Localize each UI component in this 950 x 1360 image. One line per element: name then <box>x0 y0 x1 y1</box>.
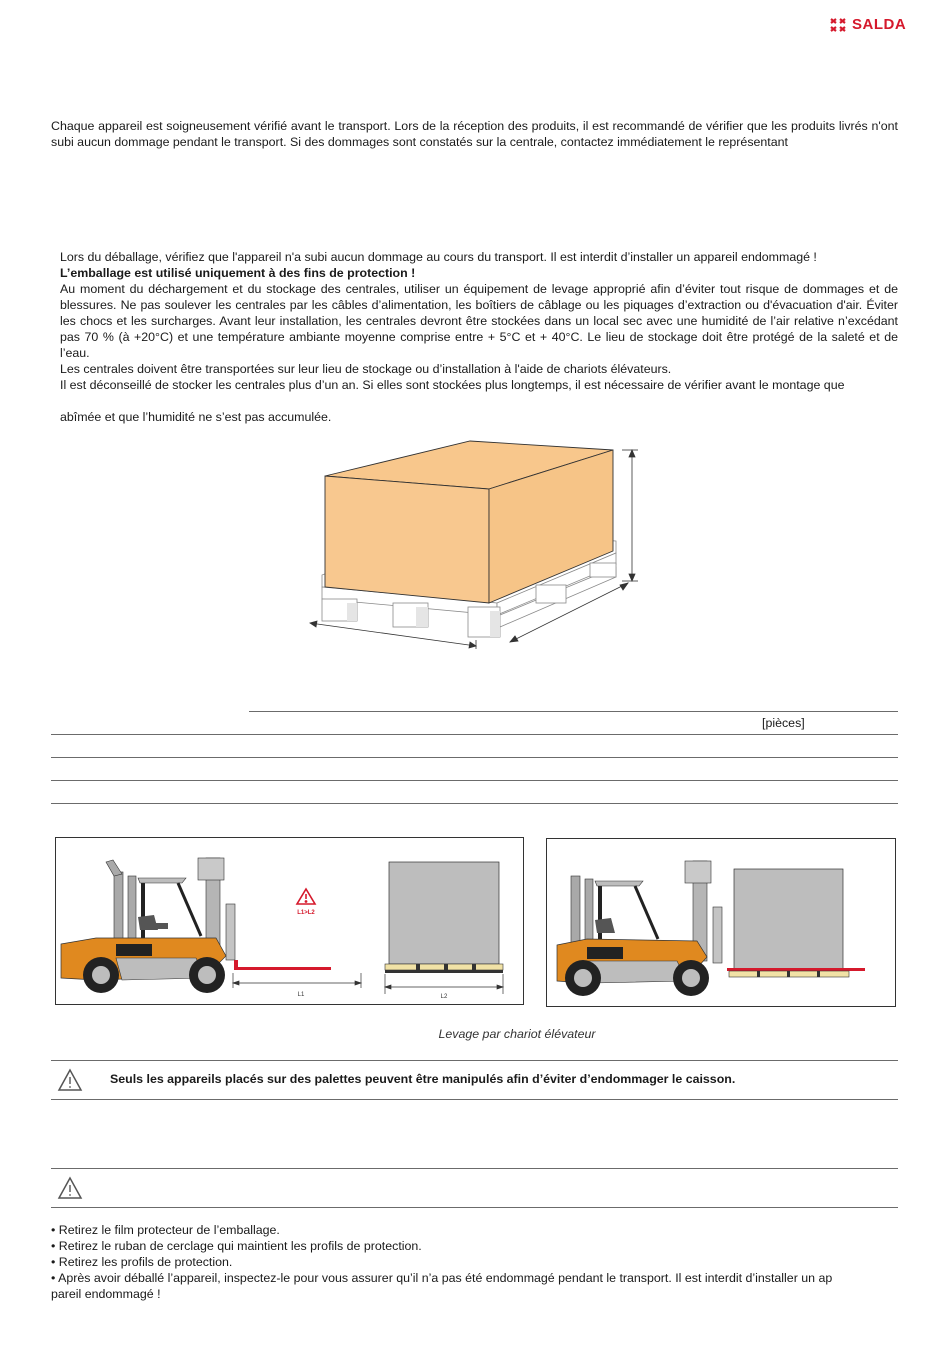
warning-rule-top <box>51 1060 898 1061</box>
pallet-warning-text: Seuls les appareils placés sur des palettes peuvent être manipulés afin d’éviter d’endommager le caisson. <box>110 1072 736 1086</box>
l2-label: L2 <box>440 994 448 1000</box>
warning-l1-l2 <box>297 889 315 904</box>
list-item: • Retirez le film protecteur de l’emballage. <box>51 1223 280 1237</box>
forklift <box>61 858 331 993</box>
forklift-figure-correct <box>546 838 896 1007</box>
figure-caption: Levage par chariot élévateur <box>438 1027 596 1041</box>
unpacking-line-1: Lors du déballage, vérifiez que l'appareil n'a subi aucun dommage au cours du transport. Il est interdit d’installer un appareil endommagé ! <box>60 250 817 264</box>
storage-line-end: abîmée et que l’humidité ne s’est pas accumulée. <box>60 410 332 424</box>
brand-name: SALDA <box>852 16 907 33</box>
forklift-figure-wrong <box>55 837 524 1005</box>
list-item: • Retirez les profils de protection. <box>51 1255 233 1269</box>
transport-line: Les centrales doivent être transportées sur leur lieu de stockage ou d’installation à l'aide de chariots élévateurs. <box>60 362 672 376</box>
brand-logo <box>830 16 906 33</box>
warning-rule-bottom <box>51 1207 898 1208</box>
handling-paragraph: Au moment du déchargement et du stockage des centrales, utiliser un équipement de levage approprié afin d’éviter tout risque de dommages et de blessures. Ne pas soulever les centrales par les câbles d’alimentation, les boîtiers de câblage ou les piquages d’extraction ou d'évacuation d'air. Éviter les chocs et les surcharges. Avant leur installation, les centrales devront être stockées dans un local sec avec une humidité de l’air relative n’excédant pas 70 % (à +20°C) et une température ambiante moyenne comprise entre + 5°C et + 40°C. Le lieu de stockage doit être protégé de la saleté et de l’eau. <box>60 282 898 360</box>
forklift-lifting-illustration <box>547 839 895 1006</box>
packaging-note: L’emballage est utilisé uniquement à des fins de protection ! <box>60 266 416 280</box>
l2-dimension <box>385 974 503 994</box>
salda-logo-icon <box>830 18 846 32</box>
warning-rule-bottom <box>51 1099 898 1100</box>
table-rule <box>249 711 898 712</box>
warning-rule-top <box>51 1168 898 1169</box>
warning-triangle-icon <box>57 1068 83 1092</box>
table-rule <box>51 734 898 735</box>
table-unit-header: [pièces] <box>762 716 805 730</box>
l1-label: L1 <box>297 992 305 998</box>
warning-label: L1>L2 <box>297 910 315 916</box>
load-on-pallet <box>385 862 503 973</box>
intro-paragraph: Chaque appareil est soigneusement vérifié avant le transport. Lors de la réception des produits, il est recommandé de vérifier que les produits livrés n'ont subi aucun dommage pendant le transport. Si des dommages sont constatés sur la centrale, contactez immédiatement le représentant <box>51 119 898 149</box>
table-rule <box>51 780 898 781</box>
list-item: pareil endommagé ! <box>51 1287 161 1301</box>
fork <box>727 968 865 971</box>
unpacking-steps-list <box>51 1222 901 1302</box>
l1-dimension <box>233 973 361 988</box>
list-item: • Après avoir déballé l’appareil, inspectez-le pour vous assurer qu’il n’a pas été endommagé pendant le transport. Il est interdit d’installer un ap <box>51 1271 833 1285</box>
forklift-approach-illustration <box>56 838 523 1004</box>
list-item: • Retirez le ruban de cerclage qui maintient les profils de protection. <box>51 1239 422 1253</box>
table-rule <box>51 757 898 758</box>
warning-triangle-icon <box>57 1176 83 1200</box>
unpacking-section <box>60 249 898 425</box>
storage-line: Il est déconseillé de stocker les centrales plus d’un an. Si elles sont stockées plus longtemps, il est nécessaire de vérifier avant le montage que <box>60 378 845 392</box>
lifted-load <box>734 869 843 973</box>
table-rule <box>51 803 898 804</box>
box-on-pallet-illustration <box>300 435 650 655</box>
